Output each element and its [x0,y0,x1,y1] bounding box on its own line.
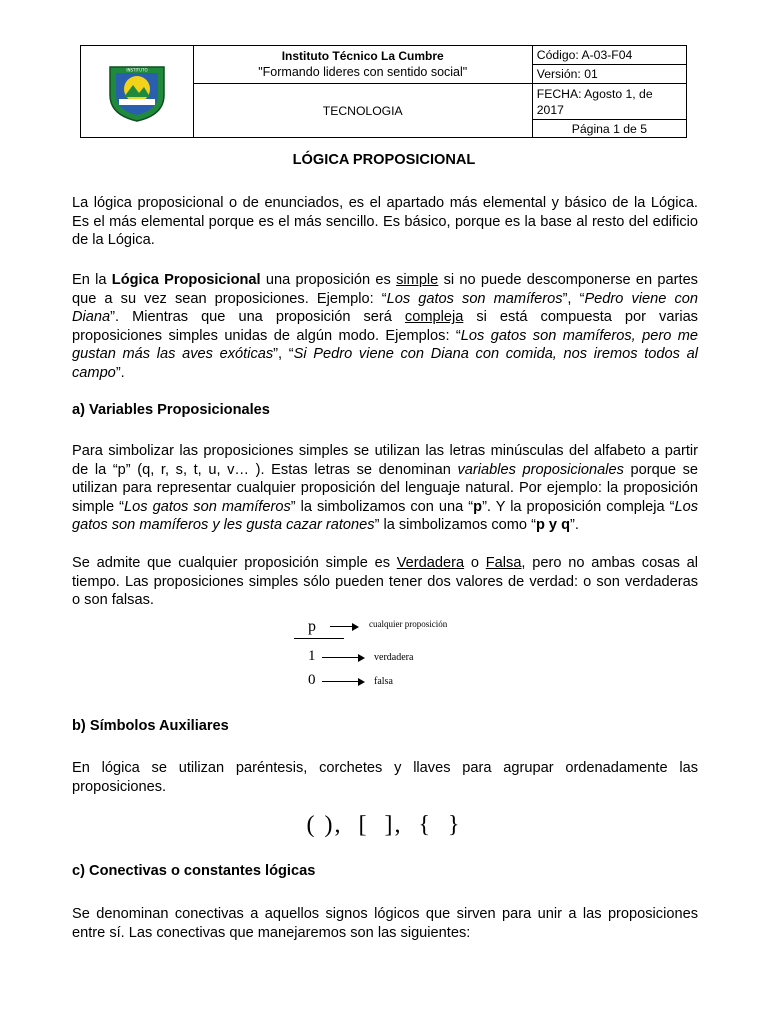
department-name: TECNOLOGIA [193,84,532,138]
paragraph-line: Se admite que cualquier proposición simple es Verdadera o Falsa, pero no ambas cosas al [72,555,699,571]
arrow-head-icon [358,678,365,686]
paragraph-line: En la Lógica Proposicional una proposición es simple si no puede descomponerse en partes [72,272,698,288]
arrow-icon [322,657,360,658]
label-any-proposition: cualquier proposición [369,619,448,629]
paragraph-line: de la Lógica. [72,232,155,249]
arrow-icon [330,626,354,627]
paragraph-line: simple “Los gatos son mamíferos” la simbolizamos con una “p”. Y la proposición compleja “Los [72,498,698,515]
paragraph-line: gatos son mamíferos y les gusta cazar ratones” la simbolizamos como “p y q”. [72,517,579,534]
grouping-symbols: ( ), [ ], { } [306,812,462,838]
section-heading-a: a) Variables Proposicionales [72,402,270,418]
arrow-head-icon [358,654,365,662]
label-false: falsa [374,676,393,687]
page-title: LÓGICA PROPOSICIONAL [292,152,476,168]
paragraph-line: proposiciones. [72,778,167,795]
paragraph-line: o son falsas. [72,592,154,609]
label-true: verdadera [374,652,414,663]
paragraph-line: gustan más las aves exóticas”, “Si Pedro viene con Diana con comida, nos iremos todos al [72,346,698,363]
doc-date: FECHA: Agosto 1, de 2017 [532,84,686,120]
truth-value-figure [290,615,470,695]
paragraph-line: En lógica se utilizan paréntesis, corchetes y llaves para agrupar ordenadamente las [72,760,698,776]
paragraph-line: tiempo. Las proposiciones simples sólo pueden tener dos valores de verdad: o son verdaderas [72,573,698,590]
institute-motto: "Formando lideres con sentido social" [258,65,468,79]
paragraph-line: utilizan para representar cualquier proposición del lenguaje natural. Por ejemplo: la proposición [72,480,698,497]
doc-version: Versión: 01 [532,65,686,84]
doc-code: Código: A-03-F04 [532,46,686,65]
separator-line [294,638,344,639]
paragraph-intro [72,194,698,250]
paragraph-line: Es el más elemental porque es el más sencillo. Es básico, porque es la base al resto del edificio [72,213,698,230]
paragraph-auxiliary-symbols [72,759,698,796]
paragraph-line: Diana”. Mientras que una proposición será compleja si está compuesta por varias [72,309,698,326]
arrow-icon [322,681,360,682]
paragraph-line: Se denominan conectivas a aquellos signos lógicos que sirven para unir a las proposiciones [72,906,698,922]
paragraph-line: de la “p” (q, r, s, t, u, v… ). Estas letras se denominan variables proposicionales porque se [72,461,698,478]
paragraph-simple-complex [72,271,698,383]
institute-cell [193,46,532,84]
section-heading-b: b) Símbolos Auxiliares [72,718,229,734]
school-crest-icon [104,57,170,123]
institute-name: Instituto Técnico La Cumbre [281,49,444,63]
arrow-head-icon [352,623,359,631]
header-table [80,45,687,138]
paragraph-variables [72,442,698,535]
paragraph-line: Para simbolizar las proposiciones simples se utilizan las letras minúsculas del alfabeto a partir [72,443,698,459]
crest-lettering: INSTITUTO [126,67,148,73]
symbol-one: 1 [308,648,316,664]
paragraph-connectives [72,905,698,942]
paragraph-line: La lógica proposicional o de enunciados, es el apartado más elemental y básico de la Lógica. [72,195,698,211]
paragraph-line: campo”. [72,364,125,381]
section-heading-c: c) Conectivas o constantes lógicas [72,863,316,879]
school-logo-cell [81,46,194,138]
symbol-p: p [308,618,316,635]
paragraph-line: que a su vez sean proposiciones. Ejemplo: “Los gatos son mamíferos”, “Pedro viene con [72,290,698,307]
symbol-zero: 0 [308,672,316,688]
doc-page-number: Página 1 de 5 [532,120,686,138]
paragraph-line: proposiciones simples unidas de algún modo. Ejemplos: “Los gatos son mamíferos, pero me [72,327,698,344]
paragraph-truth-values [72,554,698,610]
paragraph-line: entre sí. Las conectivas que manejaremos son las siguientes: [72,924,471,941]
